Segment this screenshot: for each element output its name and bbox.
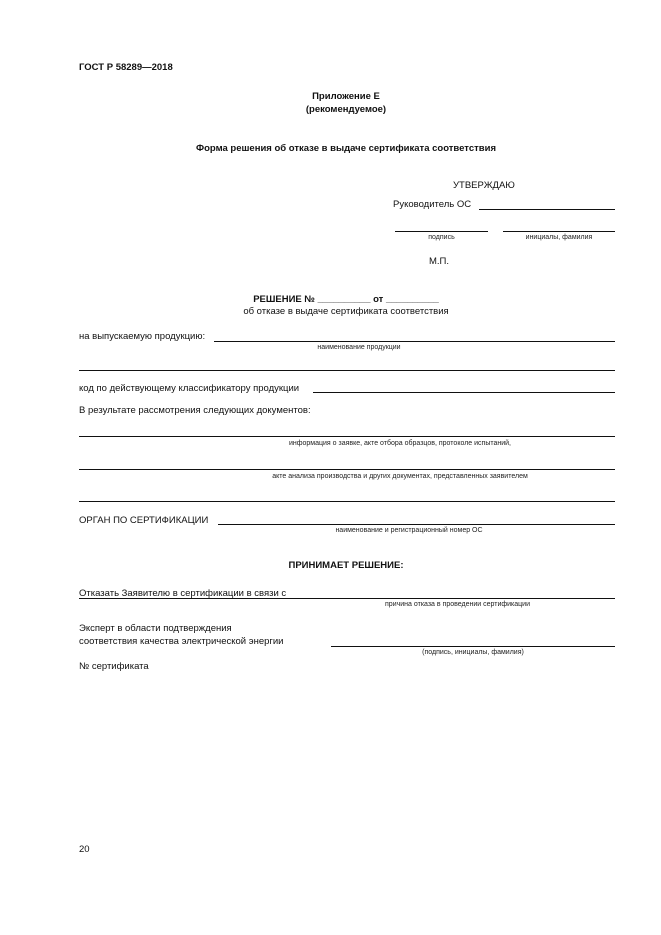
decision-heading: РЕШЕНИЕ № __________ от __________	[253, 294, 439, 305]
form-title: Форма решения об отказе в выдаче сертификата соответствия	[196, 143, 496, 154]
certificate-number-label: № сертификата	[79, 661, 149, 672]
seal-label: М.П.	[429, 256, 450, 267]
docs-caption-2: акте анализа производства и других документах, представленных заявителем	[272, 473, 528, 480]
approve-label: УТВЕРЖДАЮ	[453, 180, 515, 191]
expert-signature-line	[331, 646, 615, 647]
head-of-body-line	[479, 209, 615, 210]
classifier-code-label: код по действующему классификатору продукции	[79, 383, 300, 394]
certification-body-label: ОРГАН ПО СЕРТИФИКАЦИИ	[79, 515, 209, 526]
docs-line-2	[79, 469, 615, 470]
product-caption: наименование продукции	[317, 344, 401, 351]
head-of-body-label: Руководитель ОС	[393, 199, 472, 210]
certification-body-caption: наименование и регистрационный номер ОС	[335, 527, 483, 534]
expert-label-line-2: соответствия качества электрической энергии	[79, 636, 284, 647]
page-number: 20	[79, 844, 90, 855]
refuse-label: Отказать Заявителю в сертификации в связи с	[79, 588, 287, 599]
signature-line	[395, 231, 488, 232]
refuse-caption: причина отказа в проведении сертификации	[385, 601, 530, 608]
initials-caption: инициалы, фамилия	[525, 234, 593, 241]
docs-line-3	[79, 501, 615, 502]
expert-label-line-1: Эксперт в области подтверждения	[79, 623, 232, 634]
docs-caption-1: информация о заявке, акте отбора образцов, протоколе испытаний,	[288, 440, 511, 447]
signature-caption: подпись	[428, 234, 455, 241]
product-line-2	[79, 370, 615, 371]
review-label: В результате рассмотрения следующих документов:	[79, 405, 311, 416]
decision-subheading: об отказе в выдаче сертификата соответствия	[243, 306, 449, 317]
certification-body-line	[218, 524, 615, 525]
appendix-title: Приложение Е	[312, 91, 380, 102]
resolution-heading: ПРИНИМАЕТ РЕШЕНИЕ:	[288, 560, 404, 571]
refuse-line	[79, 598, 615, 599]
classifier-code-line	[313, 392, 615, 393]
initials-line	[503, 231, 615, 232]
expert-signature-caption: (подпись, инициалы, фамилия)	[422, 649, 524, 656]
product-line	[214, 341, 615, 342]
document-code: ГОСТ Р 58289—2018	[79, 62, 173, 73]
docs-line-1	[79, 436, 615, 437]
product-label: на выпускаемую продукцию:	[79, 331, 206, 342]
appendix-subtitle: (рекомендуемое)	[305, 104, 387, 115]
